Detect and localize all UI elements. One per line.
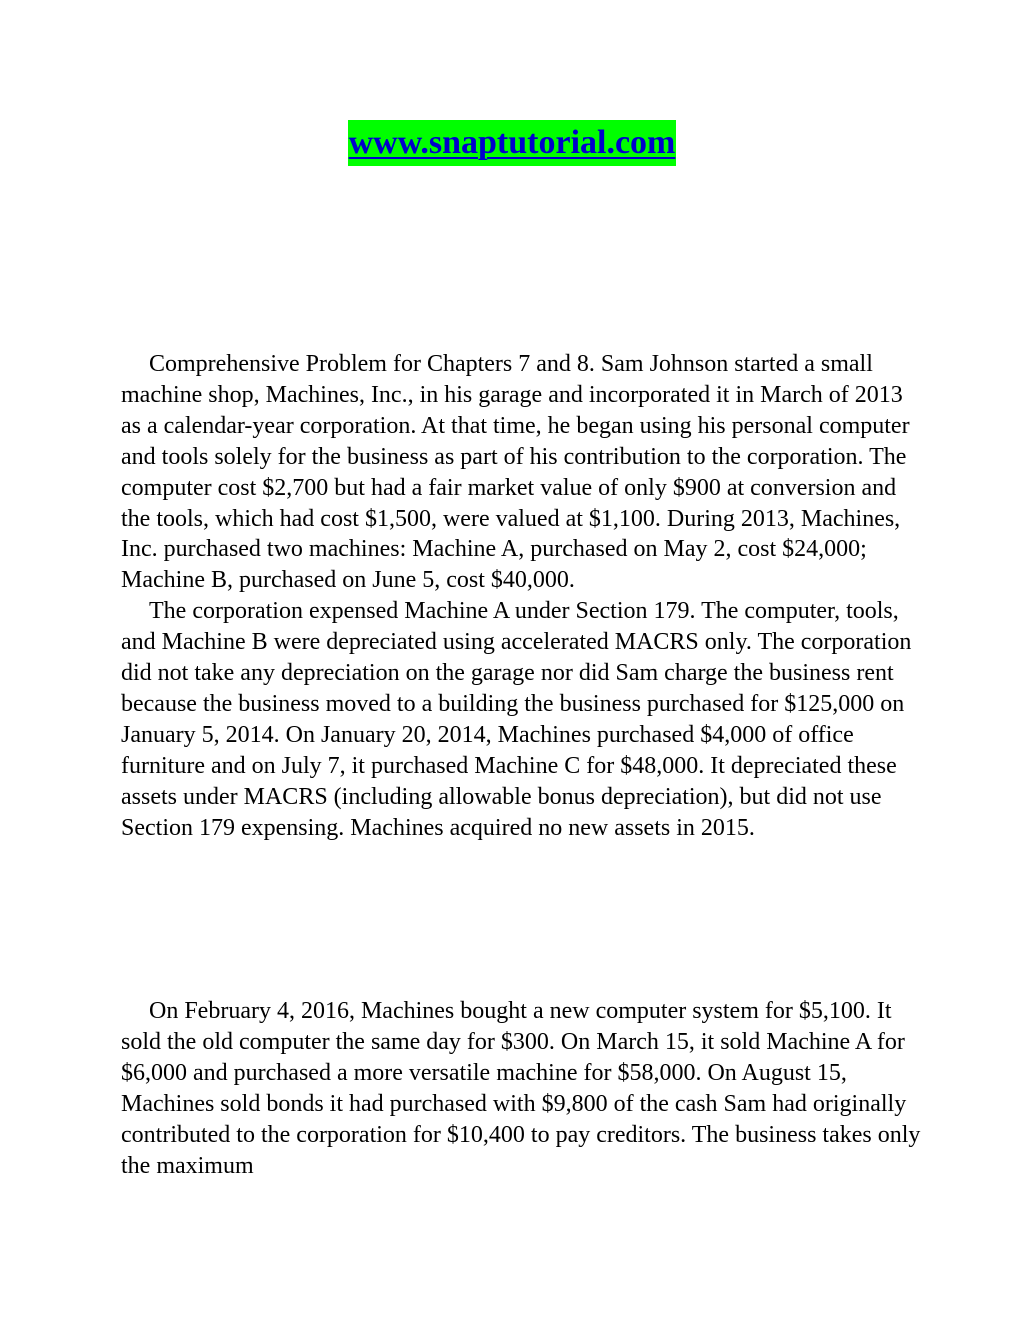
paragraph-2016-transactions: On February 4, 2016, Machines bought a new computer system for $5,100. It sold the old computer the same day for $300. On March 15, it sold Machine A for $6,000 and purchased a more versatile machine for $58,000. On August 15, Machines sold bonds it had purchased with $9,800 of the cash Sam had originally contributed to the corporation for $10,400 to pay creditors. The business takes only the maximum	[121, 998, 921, 1179]
problem-text-block-2	[121, 996, 921, 1181]
header	[0, 120, 1024, 166]
paragraph-intro: Comprehensive Problem for Chapters 7 and 8. Sam Johnson started a small machine shop, Machines, Inc., in his garage and incorporated it in March of 2013 as a calendar-year corporation. At that time, he began using his personal computer and tools solely for the business as part of his contribution to the corporation. The computer cost $2,700 but had a fair market value of only $900 at conversion and the tools, which had cost $1,500, were valued at $1,100. During 2013, Machines, Inc. purchased two machines: Machine A, purchased on May 2, cost $24,000; Machine B, purchased on June 5, cost $40,000.	[121, 351, 910, 594]
site-link[interactable]: www.snaptutorial.com	[348, 120, 677, 166]
problem-text-block	[121, 349, 921, 844]
paragraph-depreciation: The corporation expensed Machine A under Section 179. The computer, tools, and Machine B were depreciated using accelerated MACRS only. The corporation did not take any depreciation on the garage nor did Sam charge the business rent because the business moved to a building the business purchased for $125,000 on January 5, 2014. On January 20, 2014, Machines purchased $4,000 of office furniture and on July 7, it purchased Machine C for $48,000. It depreciated these assets under MACRS (including allowable bonus depreciation), but did not use Section 179 expensing. Machines acquired no new assets in 2015.	[121, 598, 912, 841]
